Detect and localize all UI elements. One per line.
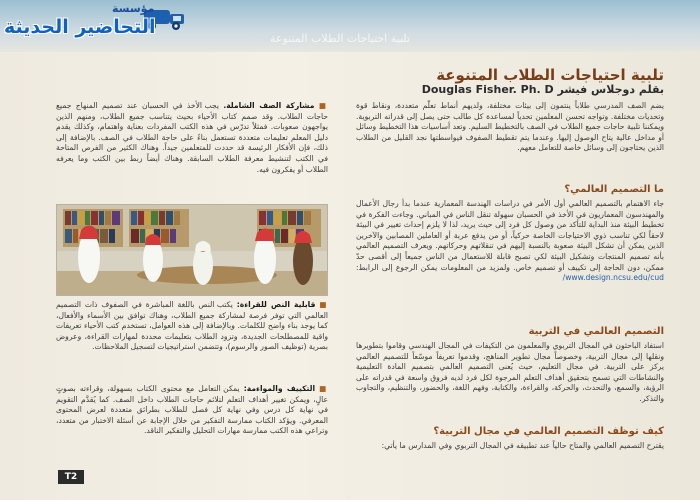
left-p2-text: يكتب النص باللغة المباشرة في الصفوف ذات التصميم العالمي التي توفر فرصة لمشاركة جميع الطلاب، وهناك توافق بين الأسماء والأفعال، كما يوجد بناء واضح للكلمات. وبالإضافة إلى هذه العوامل، تستخدم كتب الأحياء تعريفات واقية للمصطلحات الجديدة، وتزود الطلاب بتعليمات محددة لمهارات القراءة، وعروض بصرية (توظيف الصور والرسوم)، وتتضمن استراتيجيات لتسجيل الملاحظات.	[56, 300, 328, 352]
left-p3-lead: التكييف والمواءمة:	[243, 384, 316, 393]
section1-body	[356, 199, 664, 286]
intro-text: يضم الصف المدرسي طلاباً ينتمون إلى بيئات مختلفة، ولديهم أنماط تعلّم متعددة، ونقاط قوة وتحديات مختلفة. وتواجه تحسن المعلمين تحدياً لمساعدة كل طالب حتى يصل إلى قدراته التربوية. ويمكننا تلبية حاجات جميع الطلاب في الصف بالتخطيط السليم. وتعد أساسيات هذا التخطيط وسائل أو مداخل عالية يتاح الوصول إليها. وعندما يتم تقطيط الصفوف فيواسطتها نجد القليل من الطلاب الذين يحتاجون إلى وسائل خاصة للتعامل معهم.	[356, 101, 664, 153]
logo-main-text: التحاضير الحديثة	[4, 16, 156, 38]
section2-text: استفاد الباحثون في المجال التربوي والمعلمون من التكيفات في المجال الهندسي وقاموا بتطويرها ونقلها إلى مجال التربية، وخصوصاً مجال تطوير المناهج، وقدموا تعريفاً موسّعاً للتصميم العالمي يركز على التربية. في مجال التعليم، حيث يُعنى التصميم العالمي بتصميم المادة التعليمية والنشاطات التي تسمح بتحقيق أهداف التعلم المرجوة لكل فرد لديه فروق واسعة في قدراته على الرؤية، والسمع، والتحدث، والحركة، والقراءة، والكتابة، وفهم اللغة، والحضور، والتنظيم، والتجاوب والتذكر.	[356, 341, 664, 403]
bullet-square-icon: ■	[319, 300, 328, 309]
left-p1-text: يجب الأخذ في الحسبان عند تصميم المنهاج جميع حاجات الطلاب. وقد صمم كتاب الأحياء بحيث يتناسب جميع الطلاب، ومنهم الذين يواجهون صعوبات. فمثلاً تدرّس في هذه الكتب المفردات بعناية واهتمام، وكذلك يقدم دليل المعلم تعليمات متعددة تستعمل بناءً على حاجة الطلاب في الصف. بالإضافة إلى ذلك، فإن الأفكار الرئيسة قد حددت للمتعلمين جيداً. وهناك الكثير من الفرص المتاحة في الكتب لتنشيط معرفة الطلاب السابقة. وهناك أيضاً ربط بين الكتب وما يعرفه الطلاب أو يفكرون فيه.	[56, 101, 328, 174]
logo-small-text: مؤسسة	[112, 2, 155, 15]
bullet-square-icon: ■	[318, 101, 328, 110]
logo	[4, 2, 194, 48]
header-band	[0, 0, 700, 52]
section-heading-education: التصميم العالمي في التربية	[528, 326, 664, 337]
section3-body	[356, 441, 664, 454]
left-p2-lead: قابلية النص للقراءة:	[236, 300, 316, 309]
section3-text: يقترح التصميم العالمي والمتاح حالياً عند تطبيقه في المجال التربوي وفي المدارس ما يأتي:	[381, 441, 664, 450]
left-paragraph-3	[56, 384, 328, 439]
page-number: T2	[58, 470, 84, 484]
section-heading-how-to-use: كيف توظف التصميم العالمي في مجال التربية؟	[433, 426, 664, 437]
left-paragraph-1	[56, 101, 328, 177]
section2-body	[356, 341, 664, 407]
header-section-title: تلبية احتياجات الطلاب المتنوعة	[270, 32, 410, 45]
section1-text: جاء الاهتمام بالتصميم العالمي أول الأمر في دراسات الهندسة المعمارية عندما بدأ رجال الأعمال والمهندسون المعماريون في الأخذ في الحسبان سهولة تنقل الناس في المباني. وجاءت الفكرة في تخطيط البيئة منذ البداية للتأكد من وصول كل فرد إلى حيث يريد، لذا لا يلزم إحداث تغيير في البيئة لاحقاً لكي تناسب ذوي الاحتياجات الخاصة حركياً، أو من يدفع عربة أو العاملين المصابين والآخرين الذين يمكن أن تشكل البيئة صعوبة بالنسبة إليهم في تنقلاتهم وحركاتهم. ويعرف التصميم العالمي بأنه تصميم المنتجات وتشكيل البيئة لكي تصبح قابلة للاستعمال من الناس جميعاً إلى أقصى حدّ ممكن، دون الحاجة إلى تكييف أو تصميم خاص. ولمزيد من المعلومات يمكن الرجوع إلى الرابط:	[356, 199, 664, 272]
left-paragraph-2	[56, 300, 328, 355]
classroom-photo	[56, 204, 328, 296]
left-p1-lead: مشاركة الصف الشاملة.	[223, 101, 315, 110]
article-author: بقلم دوجلاس فيشر Douglas Fisher. Ph. D	[421, 83, 664, 96]
intro-paragraph	[356, 101, 664, 156]
article-title: تلبية احتياجات الطلاب المتنوعة	[436, 66, 664, 84]
left-p3-text: يمكن التعامل مع محتوى الكتاب بسهولة، وقراءته بصوتٍ عالٍ، ويمكن تغيير أهداف التعلم لتلائم حاجات الطلاب داخل الصف. كما يُقدَّم التقويم في نهاية كل درس وفي نهاية كل فصل للطلاب بطرائق متعددة لعرض المحتوى المعرفي. ويؤكد الكتاب ممارسة التفكير من خلال الإجابة عن أسئلة الاختبار من متعدد، وتراعي هذه الكتب ممارسة مهارات التحليل والتفكير الناقد.	[56, 384, 328, 436]
section-heading-universal-design: ما التصميم العالمي؟	[564, 184, 664, 195]
reference-link[interactable]: www.design.ncsu.edu/cud/	[562, 273, 664, 283]
bullet-square-icon: ■	[319, 384, 328, 393]
